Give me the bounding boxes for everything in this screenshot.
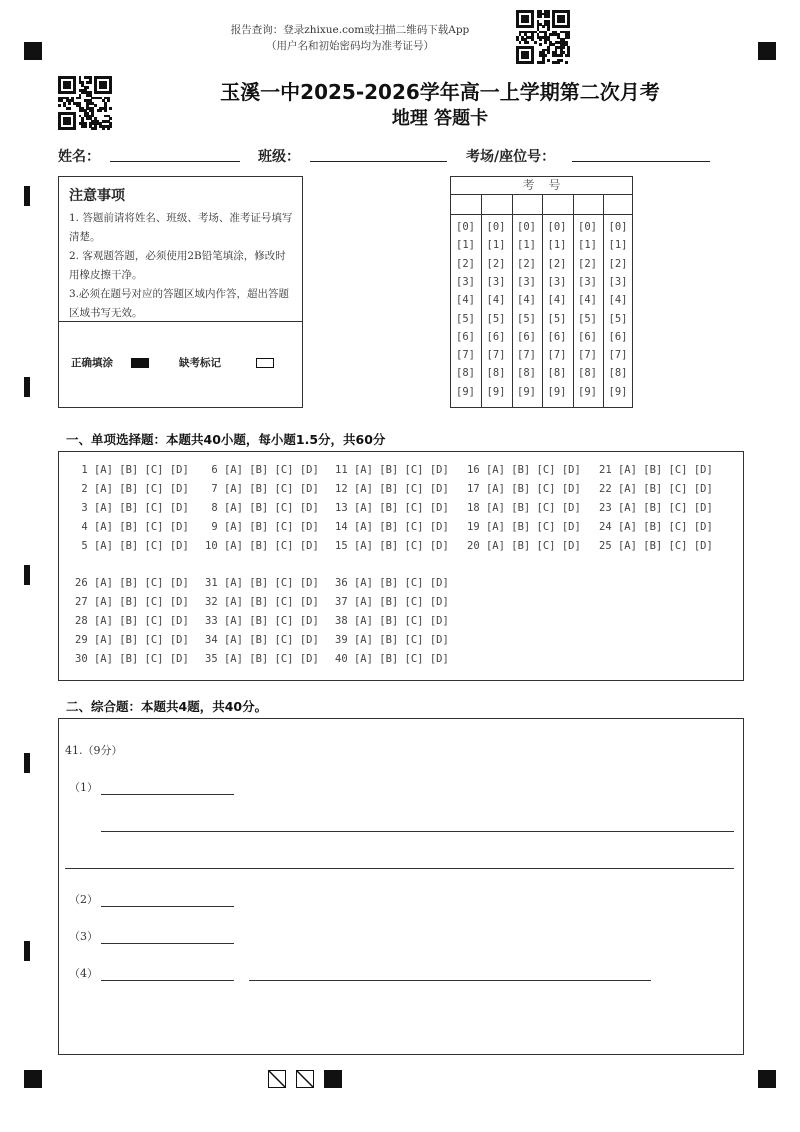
mc-question-24[interactable]: 24 [A] [B] [C] [D] — [599, 521, 713, 534]
qr-module — [68, 102, 71, 105]
qr-module — [109, 107, 112, 110]
mc-question-14[interactable]: 14 [A] [B] [C] [D] — [335, 521, 449, 534]
exam-digit-bubble[interactable]: [0] — [608, 221, 628, 233]
exam-digit-bubble[interactable]: [9] — [486, 385, 506, 398]
exam-digit-bubble[interactable]: [3] — [608, 275, 628, 288]
exam-digit-bubble[interactable]: [1] — [517, 239, 536, 252]
mc-question-28[interactable]: 28 [A] [B] [C] [D] — [75, 615, 189, 628]
seat-field[interactable] — [572, 161, 710, 162]
exam-digit-bubble[interactable]: [2] — [486, 257, 506, 270]
exam-digit-bubble[interactable]: [0] — [486, 221, 506, 233]
exam-digit-bubble[interactable]: [6] — [486, 330, 506, 343]
exam-digit-bubble[interactable]: [5] — [517, 312, 536, 325]
qr-module — [567, 25, 570, 28]
qr-module — [534, 41, 537, 44]
mc-question-9[interactable]: 9 [A] [B] [C] [D] — [205, 521, 319, 534]
mc-question-22[interactable]: 22 [A] [B] [C] [D] — [599, 483, 713, 496]
exam-digit-bubble[interactable]: [4] — [608, 294, 628, 307]
mc-question-8[interactable]: 8 [A] [B] [C] [D] — [205, 502, 319, 515]
exam-digit-bubble[interactable]: [7] — [456, 349, 475, 362]
mc-question-5[interactable]: 5 [A] [B] [C] [D] — [75, 540, 189, 553]
mc-question-26[interactable]: 26 [A] [B] [C] [D] — [75, 577, 189, 589]
exam-digit-bubble[interactable]: [2] — [517, 257, 536, 270]
exam-digit-bubble[interactable]: [6] — [608, 330, 628, 343]
qr-module — [68, 107, 71, 110]
qr-module — [531, 61, 534, 64]
qr-module — [526, 41, 529, 44]
exam-subtitle: 地理 答题卡 — [391, 108, 489, 129]
mc-question-17[interactable]: 17 [A] [B] [C] [D] — [467, 483, 581, 496]
class-field[interactable] — [310, 161, 447, 162]
exam-digit-bubble[interactable]: [3] — [486, 275, 506, 288]
exam-digit-bubble[interactable]: [5] — [486, 312, 506, 325]
mc-question-10[interactable]: 10 [A] [B] [C] [D] — [205, 540, 319, 553]
mc-question-7[interactable]: 7 [A] [B] [C] [D] — [205, 483, 319, 496]
qr-module — [109, 125, 112, 128]
student-qr-code — [58, 76, 112, 130]
mc-question-21[interactable]: 21 [A] [B] [C] [D] — [599, 464, 713, 476]
exam-digit-bubble[interactable]: [8] — [547, 367, 567, 380]
exam-digit-bubble[interactable]: [2] — [608, 257, 628, 270]
qr-module — [109, 91, 112, 94]
registration-mark — [24, 42, 42, 60]
exam-digit-bubble[interactable]: [5] — [578, 312, 597, 325]
q41-part1-label: （1） — [69, 781, 98, 794]
qr-module — [542, 25, 545, 28]
mc-question-39[interactable]: 39 [A] [B] [C] [D] — [335, 634, 449, 647]
qr-module — [544, 54, 547, 57]
exam-digit-bubble[interactable]: [7] — [486, 349, 506, 362]
exam-digit-bubble[interactable]: [1] — [608, 239, 628, 252]
mc-question-6[interactable]: 6 [A] [B] [C] [D] — [205, 464, 319, 476]
mc-question-12[interactable]: 12 [A] [B] [C] [D] — [335, 483, 449, 496]
section1-title: 一、单项选择题：本题共40小题，每小题1.5分，共60分 — [66, 432, 386, 447]
name-label: 姓名： — [58, 149, 100, 165]
page-marker-empty — [268, 1070, 286, 1088]
mc-question-23[interactable]: 23 [A] [B] [C] [D] — [599, 502, 713, 515]
section2-title: 二、综合题：本题共4题，共40分。 — [66, 699, 268, 714]
page-marker-filled — [324, 1070, 342, 1088]
notes-title: 注意事项 — [69, 188, 125, 204]
q41-part2-label: （2） — [69, 893, 98, 906]
notes-divider — [59, 321, 302, 322]
mc-question-37[interactable]: 37 [A] [B] [C] [D] — [335, 596, 449, 609]
notes-box — [58, 176, 303, 408]
exam-digit-bubble[interactable]: [8] — [486, 367, 506, 380]
seat-label: 考场/座位号： — [466, 149, 556, 165]
exam-digit-bubble[interactable]: [8] — [608, 367, 628, 380]
qr-module — [86, 86, 89, 89]
q41-part1-answer-line[interactable] — [65, 868, 734, 869]
notes-item: 2. 客观题答题，必须使用2B铅笔填涂，修改时用橡皮擦干净。 — [69, 250, 286, 281]
exam-digit-bubble[interactable]: [3] — [547, 275, 567, 288]
exam-digit-bubble[interactable]: [4] — [486, 294, 506, 307]
exam-digit-bubble[interactable]: [4] — [456, 294, 475, 307]
mc-question-27[interactable]: 27 [A] [B] [C] [D] — [75, 596, 189, 609]
qr-module — [94, 127, 97, 130]
qr-module — [562, 20, 565, 23]
qr-module — [531, 25, 534, 28]
timing-mark — [24, 565, 30, 585]
registration-mark — [24, 1070, 42, 1088]
qr-module — [567, 36, 570, 39]
qr-module — [539, 15, 542, 18]
page-marker-empty — [296, 1070, 314, 1088]
registration-mark — [758, 42, 776, 60]
mc-question-30[interactable]: 30 [A] [B] [C] [D] — [75, 653, 189, 666]
exam-digit-bubble[interactable]: [7] — [578, 349, 597, 362]
mc-question-40[interactable]: 40 [A] [B] [C] [D] — [335, 653, 449, 666]
qr-module — [547, 51, 550, 54]
mc-question-13[interactable]: 13 [A] [B] [C] [D] — [335, 502, 449, 515]
qr-module — [544, 41, 547, 44]
absent-mark-box[interactable] — [256, 358, 274, 368]
mc-question-2[interactable]: 2 [A] [B] [C] [D] — [75, 483, 189, 496]
exam-digit-bubble[interactable]: [6] — [547, 330, 567, 343]
mc-question-33[interactable]: 33 [A] [B] [C] [D] — [205, 615, 319, 628]
exam-grid-column-line — [573, 195, 574, 407]
qr-module — [526, 20, 529, 23]
exam-number-grid — [450, 176, 633, 408]
app-qr-code[interactable] — [516, 10, 570, 64]
exam-digit-bubble[interactable]: [1] — [547, 239, 567, 252]
qr-module — [557, 61, 560, 64]
mc-question-1[interactable]: 1 [A] [B] [C] [D] — [75, 464, 189, 476]
timing-mark — [24, 941, 30, 961]
q41-part1-answer-line[interactable] — [101, 794, 234, 795]
exam-digit-bubble[interactable]: [9] — [456, 385, 475, 398]
qr-module — [547, 59, 550, 62]
q41-part1-answer-line[interactable] — [101, 831, 734, 832]
qr-module — [560, 59, 563, 62]
exam-digit-bubble[interactable]: [7] — [517, 349, 536, 362]
exam-grid-column-line — [603, 195, 604, 407]
notes-list — [69, 209, 294, 323]
qr-module — [102, 127, 105, 130]
exam-digit-bubble[interactable]: [8] — [517, 367, 536, 380]
exam-digit-bubble[interactable]: [2] — [456, 257, 475, 270]
exam-digit-bubble[interactable]: [9] — [578, 385, 597, 398]
qr-module — [547, 15, 550, 18]
q41-part3-answer-line[interactable] — [101, 943, 234, 944]
qr-module — [526, 56, 529, 59]
qr-module — [539, 43, 542, 46]
exam-digit-bubble[interactable]: [4] — [547, 294, 567, 307]
qr-module — [79, 97, 82, 100]
exam-digit-bubble[interactable]: [3] — [456, 275, 475, 288]
report-query-note — [200, 22, 500, 54]
exam-title: 玉溪一中2025-2026学年高一上学期第二次月考 — [220, 80, 660, 104]
mc-question-3[interactable]: 3 [A] [B] [C] [D] — [75, 502, 189, 515]
mc-question-38[interactable]: 38 [A] [B] [C] [D] — [335, 615, 449, 628]
class-label: 班级： — [258, 149, 300, 165]
exam-digit-bubble[interactable]: [8] — [456, 367, 475, 380]
q41-part2-answer-line[interactable] — [101, 906, 234, 907]
mc-question-19[interactable]: 19 [A] [B] [C] [D] — [467, 521, 581, 534]
qr-module — [73, 127, 76, 130]
mc-question-18[interactable]: 18 [A] [B] [C] [D] — [467, 502, 581, 515]
qr-module — [519, 41, 522, 44]
exam-digit-bubble[interactable]: [0] — [578, 221, 597, 233]
mc-question-36[interactable]: 36 [A] [B] [C] [D] — [335, 577, 449, 589]
exam-digit-bubble[interactable]: [2] — [578, 257, 597, 270]
exam-digit-bubble[interactable]: [1] — [456, 239, 475, 252]
notes-item: 3.必须在题号对应的答题区域内作答，超出答题区域书写无效。 — [69, 288, 290, 319]
qr-module — [567, 54, 570, 57]
exam-digit-bubble[interactable]: [1] — [578, 239, 597, 252]
qr-module — [109, 117, 112, 120]
exam-digit-bubble[interactable]: [5] — [608, 312, 628, 325]
exam-grid-column-line — [512, 195, 513, 407]
exam-digit-bubble[interactable]: [8] — [578, 367, 597, 380]
qr-module — [104, 86, 107, 89]
mc-question-4[interactable]: 4 [A] [B] [C] [D] — [75, 521, 189, 534]
q41-part3-label: （3） — [69, 930, 98, 943]
mc-question-16[interactable]: 16 [A] [B] [C] [D] — [467, 464, 581, 476]
exam-digit-bubble[interactable]: [9] — [547, 385, 567, 398]
qr-module — [565, 61, 568, 64]
exam-digit-bubble[interactable]: [6] — [456, 330, 475, 343]
mc-question-29[interactable]: 29 [A] [B] [C] [D] — [75, 634, 189, 647]
mc-question-31[interactable]: 31 [A] [B] [C] [D] — [205, 577, 319, 589]
mc-question-15[interactable]: 15 [A] [B] [C] [D] — [335, 540, 449, 553]
exam-grid-column-line — [542, 195, 543, 407]
qr-module — [539, 38, 542, 41]
mc-question-32[interactable]: 32 [A] [B] [C] [D] — [205, 596, 319, 609]
multiple-choice-area — [58, 451, 744, 681]
exam-digit-bubble[interactable]: [0] — [547, 221, 567, 233]
mc-question-20[interactable]: 20 [A] [B] [C] [D] — [467, 540, 581, 553]
exam-grid-column-line — [481, 195, 482, 407]
qr-module — [89, 81, 92, 84]
exam-digit-bubble[interactable]: [3] — [517, 275, 536, 288]
q41-answer-area — [58, 718, 744, 1055]
mc-question-25[interactable]: 25 [A] [B] [C] [D] — [599, 540, 713, 553]
q41-label: 41.（9分） — [65, 744, 123, 757]
exam-digit-bubble[interactable]: [2] — [547, 257, 567, 270]
legend-correct-label: 正确填涂 — [71, 357, 113, 369]
q41-part4-answer-line[interactable] — [101, 980, 234, 981]
qr-module — [560, 54, 563, 57]
qr-module — [99, 109, 102, 112]
legend-absent-label: 缺考标记 — [179, 357, 221, 369]
exam-digit-bubble[interactable]: [7] — [547, 349, 567, 362]
notes-item: 1. 答题前请将姓名、班级、考场、准考证号填写清楚。 — [69, 212, 293, 243]
exam-number-header: 考号 — [451, 177, 632, 195]
mc-question-35[interactable]: 35 [A] [B] [C] [D] — [205, 653, 319, 666]
filled-sample-icon — [131, 358, 149, 368]
exam-digit-bubble[interactable]: [9] — [608, 385, 628, 398]
exam-digit-bubble[interactable]: [3] — [578, 275, 597, 288]
qr-module — [562, 46, 565, 49]
qr-module — [68, 122, 71, 125]
report-query-line: 报告查询：登录zhixue.com或扫描二维码下载App — [230, 24, 470, 36]
exam-digit-bubble[interactable]: [0] — [456, 221, 475, 233]
exam-digit-bubble[interactable]: [9] — [517, 385, 536, 398]
exam-digit-bubble[interactable]: [4] — [578, 294, 597, 307]
qr-module — [73, 91, 76, 94]
exam-digit-bubble[interactable]: [4] — [517, 294, 536, 307]
qr-module — [547, 28, 550, 31]
exam-digit-bubble[interactable]: [1] — [486, 239, 506, 252]
timing-mark — [24, 753, 30, 773]
q41-part4-answer-line[interactable] — [249, 980, 651, 981]
exam-digit-bubble[interactable]: [6] — [517, 330, 536, 343]
exam-digit-bubble[interactable]: [6] — [578, 330, 597, 343]
mc-question-11[interactable]: 11 [A] [B] [C] [D] — [335, 464, 449, 476]
qr-module — [542, 61, 545, 64]
exam-digit-bubble[interactable]: [5] — [456, 312, 475, 325]
exam-digit-bubble[interactable]: [0] — [517, 221, 536, 233]
qr-module — [104, 109, 107, 112]
qr-module — [84, 125, 87, 128]
registration-mark — [758, 1070, 776, 1088]
qr-module — [68, 86, 71, 89]
qr-module — [94, 104, 97, 107]
timing-mark — [24, 377, 30, 397]
qr-module — [107, 99, 110, 102]
q41-part4-label: （4） — [69, 967, 98, 980]
name-field[interactable] — [110, 161, 240, 162]
password-hint-line: （用户名和初始密码均为准考证号） — [266, 40, 434, 52]
exam-digit-bubble[interactable]: [7] — [608, 349, 628, 362]
qr-module — [58, 104, 61, 107]
timing-mark — [24, 186, 30, 206]
exam-digit-bubble[interactable]: [5] — [547, 312, 567, 325]
mc-question-34[interactable]: 34 [A] [B] [C] [D] — [205, 634, 319, 647]
qr-module — [107, 127, 110, 130]
